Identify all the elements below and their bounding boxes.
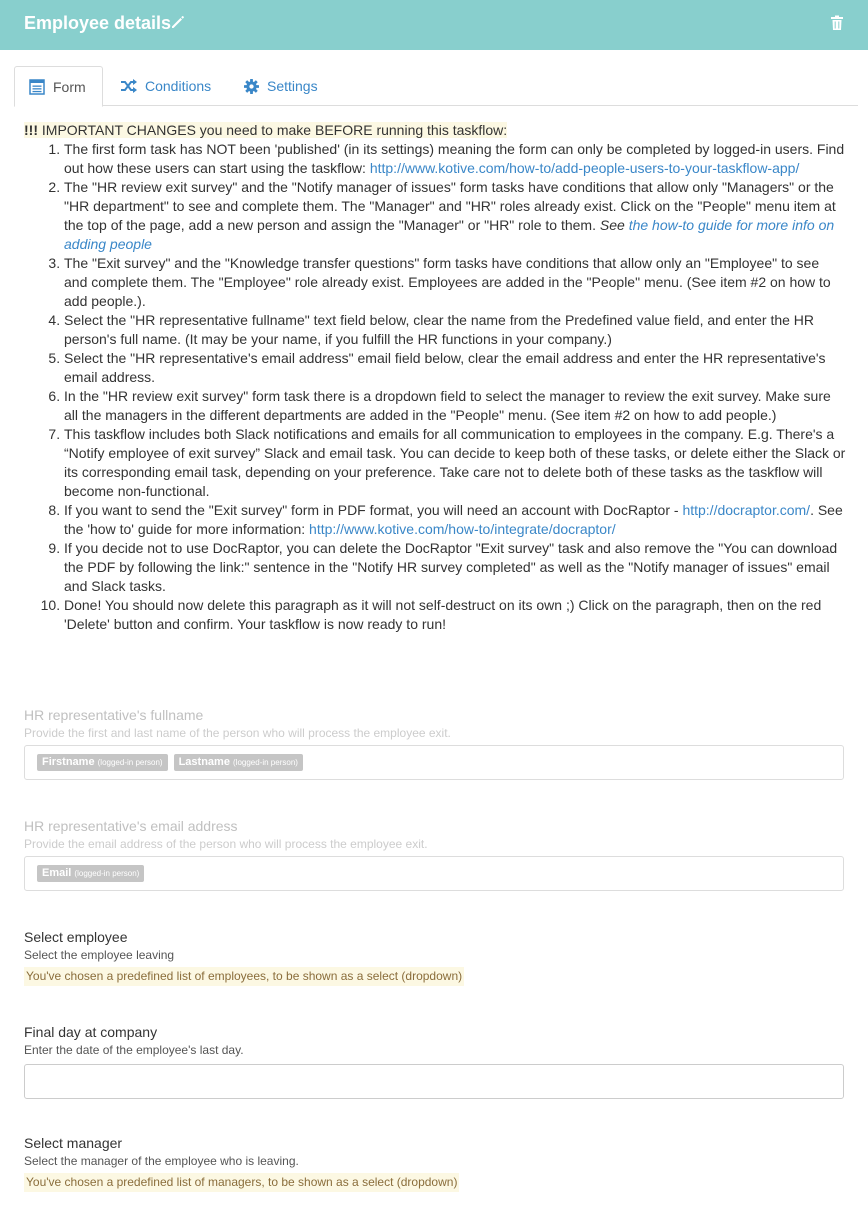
docraptor-link[interactable]: http://docraptor.com/ xyxy=(682,502,811,518)
trash-icon[interactable] xyxy=(830,15,844,31)
firstname-tag xyxy=(37,754,168,771)
tag-label: Lastname xyxy=(178,756,230,768)
field-label: Select manager xyxy=(24,1135,123,1151)
field-description: Enter the date of the employee's last day. xyxy=(24,1043,244,1057)
notice-heading-mark: !!! xyxy=(24,122,38,138)
notice-item-10 xyxy=(64,596,846,634)
notice-item-text: If you decide not to use DocRaptor, you can delete the DocRaptor "Exit survey" task and also remove the "You can download the PDF by following the link:" sentence in the "Notify HR survey completed" as well as the "Notify manager of issues" email and Slack tasks. xyxy=(64,540,838,594)
notice-item-8 xyxy=(64,501,846,539)
lastname-tag xyxy=(174,754,303,771)
field-description: Select the employee leaving xyxy=(24,948,175,962)
notice-item-2 xyxy=(64,178,846,254)
tab-conditions-label: Conditions xyxy=(145,78,212,94)
notice-item-text: Select the "HR representative's email address" email field below, clear the email address and enter the HR representative's email address. xyxy=(64,350,826,385)
notice-item-text: The "Exit survey" and the "Knowledge transfer questions" form tasks have conditions that allow only an "Employee" to see and complete them. The "Employee" role already exist. Employees are added in the "People" menu. (See item #2 on how to add people.). xyxy=(64,255,831,309)
notice-item-1 xyxy=(64,140,846,178)
field-label: Final day at company xyxy=(24,1024,158,1040)
email-tag xyxy=(37,865,144,882)
hr-fullname-field[interactable] xyxy=(24,706,844,780)
predefined-list-note: You've chosen a predefined list of employees, to be shown as a select (dropdown) xyxy=(24,967,464,986)
pencil-icon[interactable] xyxy=(170,14,186,30)
important-changes-paragraph[interactable] xyxy=(24,121,846,634)
notice-item-text: If you want to send the "Exit survey" form in PDF format, you will need an account with DocRaptor - xyxy=(64,502,683,518)
tab-bar xyxy=(14,66,858,106)
final-day-input[interactable] xyxy=(24,1064,844,1099)
tag-sublabel: (logged-in person) xyxy=(233,758,298,767)
form-icon xyxy=(29,79,45,95)
notice-item-text: In the "HR review exit survey" form task there is a dropdown field to select the manager to review the exit survey. Make sure all the managers in the different departments are added in the "People" menu. (See item #2 on how to add people.) xyxy=(64,388,831,423)
gear-icon xyxy=(244,79,259,94)
notice-item-7 xyxy=(64,425,846,501)
notice-item-text: Done! You should now delete this paragraph as it will not self-destruct on its own ;) Click on the paragraph, then on the red 'Delete' button and confirm. Your taskflow is now ready to run! xyxy=(64,597,822,632)
notice-item-text: Select the "HR representative fullname" text field below, clear the name from the Predefined value field, and enter the HR person's full name. (It may be your name, if you fulfill the HR functions in your company.) xyxy=(64,312,815,347)
notice-item-6 xyxy=(64,387,846,425)
notice-item-text: The first form task has NOT been 'published' (in its settings) meaning the form can only be completed by logged-in users. Find out how these users can start using the taskflow: xyxy=(64,141,845,176)
field-label: HR representative's fullname xyxy=(24,707,204,723)
field-description: Select the manager of the employee who is leaving. xyxy=(24,1154,299,1168)
tag-label: Email xyxy=(42,867,72,879)
notice-item-text: The "HR review exit survey" and the "Notify manager of issues" form tasks have conditions that allow only "Managers" or the "HR department" to see and complete them. The "Manager" and "HR" roles already exist. Click on the "People" menu item at the top of the page, add a new person and assign the "Manager" or "HR" role to them. xyxy=(64,179,836,233)
tab-form-label: Form xyxy=(53,78,86,95)
field-label: HR representative's email address xyxy=(24,818,238,834)
hr-fullname-input[interactable] xyxy=(24,745,844,780)
integrate-docraptor-link[interactable]: http://www.kotive.com/how-to/integrate/docraptor/ xyxy=(309,521,616,537)
field-description: Provide the email address of the person who will process the employee exit. xyxy=(24,837,428,851)
tab-form[interactable] xyxy=(14,66,103,107)
hr-email-input[interactable] xyxy=(24,856,844,891)
field-description: Provide the first and last name of the person who will process the employee exit. xyxy=(24,726,451,740)
shuffle-icon xyxy=(121,79,137,93)
hr-email-field[interactable] xyxy=(24,817,844,891)
see-text: See xyxy=(599,217,629,233)
page-header xyxy=(0,0,868,50)
page-title[interactable]: Employee details xyxy=(24,13,172,33)
notice-item-text: . See the 'how to' guide for more information: xyxy=(64,502,843,537)
notice-item-text: This taskflow includes both Slack notifications and emails for all communication to employees in the company. E.g. There's a “Notify employee of exit survey” Slack and email task. You can decide to keep both of these tasks, or delete either the Slack or its corresponding email task, depending on your preference. Take care not to delete both of these tasks as the taskflow will become non-functional. xyxy=(64,426,846,499)
tag-sublabel: (logged-in person) xyxy=(97,758,163,767)
tag-sublabel: (logged-in person) xyxy=(74,869,140,878)
notice-item-5 xyxy=(64,349,846,387)
notice-heading-text: IMPORTANT CHANGES you need to make BEFORE running this taskflow: xyxy=(38,122,508,138)
tab-settings-label: Settings xyxy=(267,78,318,94)
notice-item-9 xyxy=(64,539,846,596)
tab-conditions[interactable] xyxy=(121,66,211,106)
final-day-field[interactable] xyxy=(24,1023,844,1099)
tag-label: Firstname xyxy=(42,756,95,768)
notice-item-4 xyxy=(64,311,846,349)
field-label: Select employee xyxy=(24,929,128,945)
predefined-list-note: You've chosen a predefined list of managers, to be shown as a select (dropdown) xyxy=(24,1173,459,1192)
add-people-link[interactable]: http://www.kotive.com/how-to/add-people-users-to-your-taskflow-app/ xyxy=(369,160,800,176)
notice-list xyxy=(64,140,846,634)
select-employee-field[interactable] xyxy=(24,928,844,986)
notice-item-3 xyxy=(64,254,846,311)
tab-settings[interactable] xyxy=(244,66,318,106)
select-manager-field[interactable] xyxy=(24,1134,844,1192)
how-to-guide-link[interactable]: the how-to guide for more info on adding people xyxy=(64,217,835,252)
notice-heading xyxy=(24,121,846,140)
